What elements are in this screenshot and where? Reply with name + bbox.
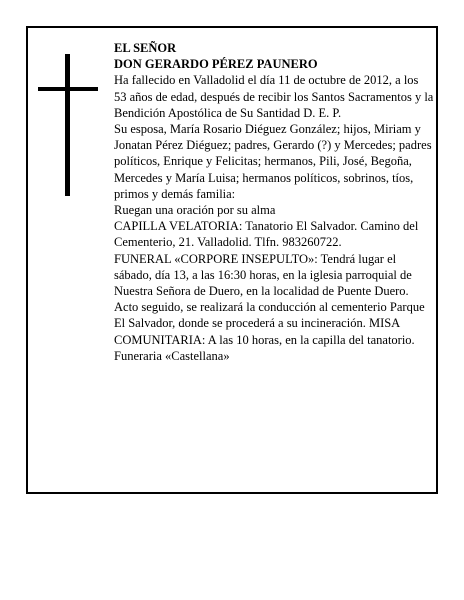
announcement-paragraph: Ha fallecido en Valladolid el día 11 de octubre de 2012, a los 53 años de edad, después de recibir los Santos Sacramentos y la Bendición Apostólica de Su Santidad D. E. P. xyxy=(114,73,434,120)
deceased-name: DON GERARDO PÉREZ PAUNERO xyxy=(114,57,318,72)
cross-vertical-bar xyxy=(65,54,70,196)
funeral-paragraph: FUNERAL «CORPORE INSEPULTO»: Tendrá lugar el sábado, día 13, a las 16:30 horas, en la iglesia parroquial de Nuestra Señora de Duero, en la localidad de Puente Duero. Acto seguido, se realizará la conducción al cementerio Parque El Salvador, donde se procederá a su incineración. MISA COMUNITARIA: A las 10 horas, en la capilla del tanatorio. xyxy=(114,251,425,347)
obituary-text xyxy=(114,40,434,364)
cross-icon xyxy=(38,54,98,196)
prayer-line: Ruegan una oración por su alma xyxy=(114,203,276,218)
cross-horizontal-bar xyxy=(38,87,98,91)
family-paragraph: Su esposa, María Rosario Diéguez González; hijos, Miriam y Jonatan Pérez Diéguez; padres, Gerardo (?) y Mercedes; padres políticos, Enrique y Felicitas; hermanos, Pili, José, Begoña, Mercedes y María Luisa; hermanos políticos, sobrinos, tíos, primos y demás familia: xyxy=(114,122,432,201)
chapel-paragraph: CAPILLA VELATORIA: Tanatorio El Salvador. Camino del Cementerio, 21. Valladolid. Tlfn. 983260722. xyxy=(114,219,419,250)
funeral-home-line: Funeraria «Castellana» xyxy=(114,348,230,363)
header-title: EL SEÑOR xyxy=(114,41,177,55)
